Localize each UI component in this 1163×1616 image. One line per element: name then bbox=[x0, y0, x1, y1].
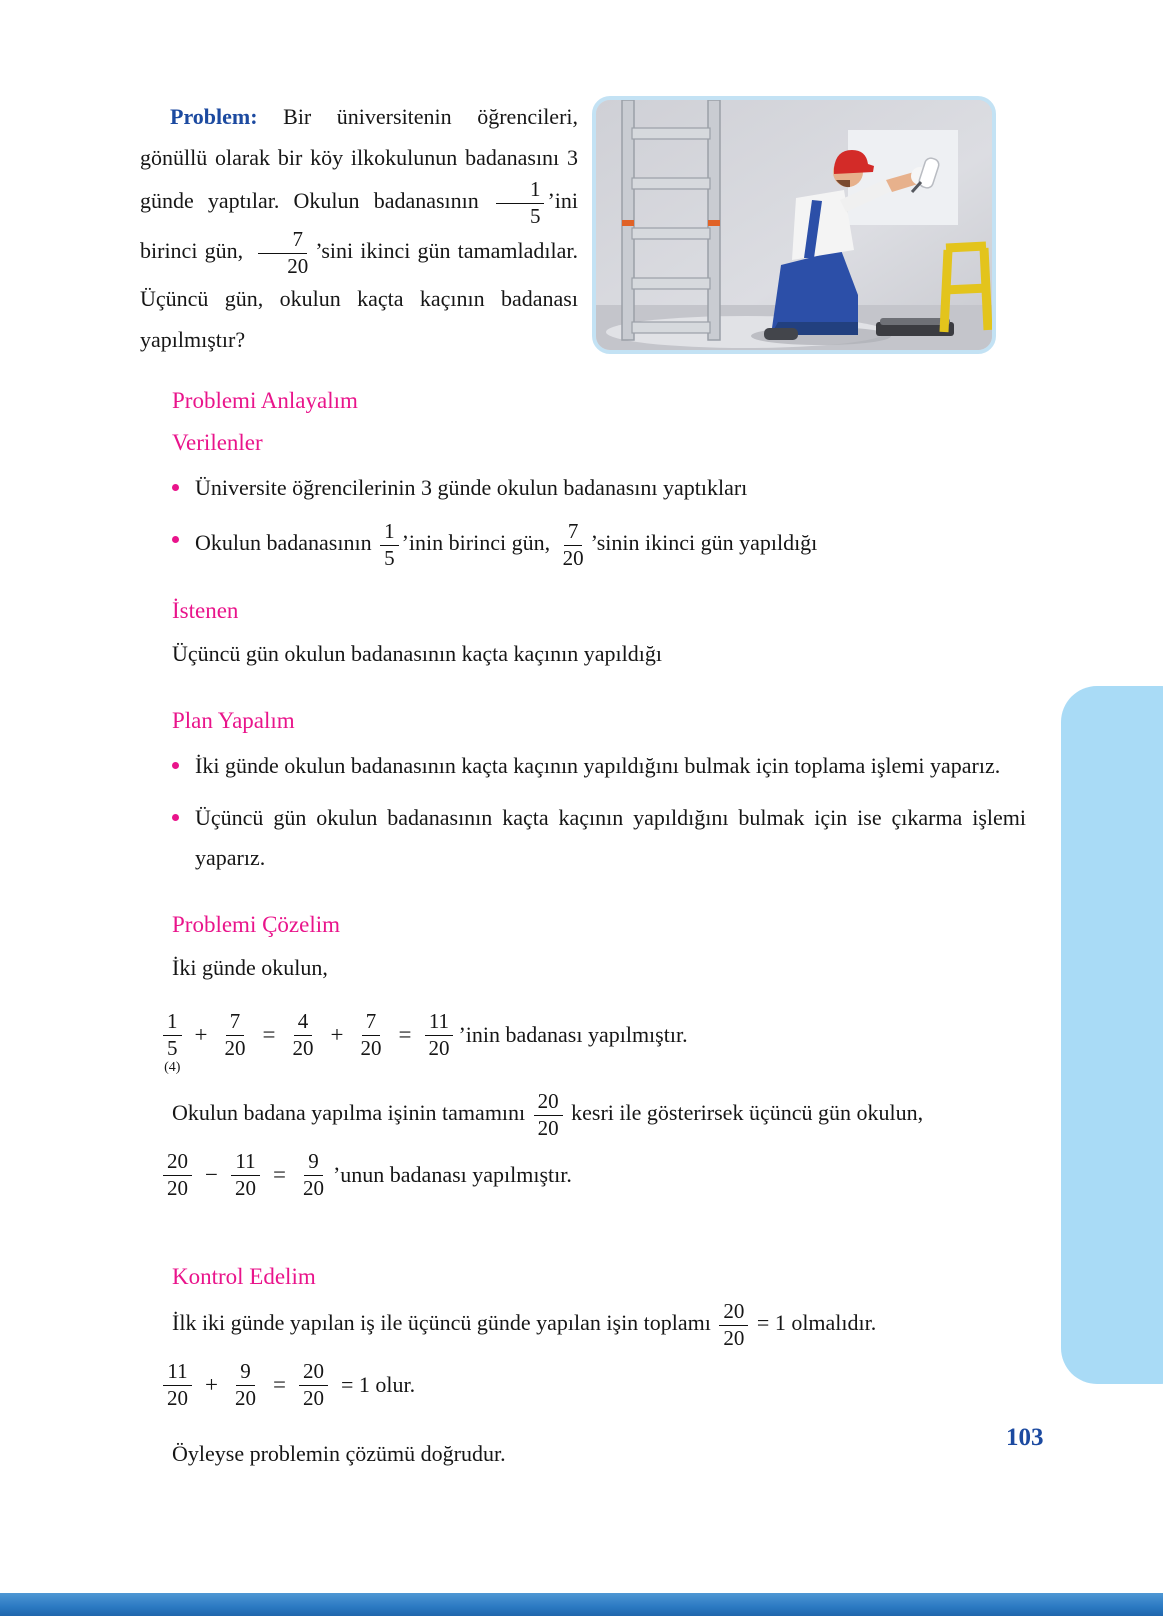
equation-addition bbox=[160, 1009, 1026, 1076]
plan-bullet-1-text: İki günde okulun badanasının kaçta kaçının yapıldığını bulmak için toplama işlemi yaparız. bbox=[195, 753, 1001, 779]
section-title-check: Kontrol Edelim bbox=[172, 1264, 316, 1290]
fraction-7-20: $\frac{7}{20}$ bbox=[224, 1009, 246, 1060]
problem-label: Problem: bbox=[170, 104, 258, 129]
shoe bbox=[764, 328, 798, 340]
equals-sign: = bbox=[398, 1022, 412, 1048]
fraction-9-20: $\frac{9}{20}$ bbox=[234, 1359, 256, 1410]
solve-paragraph: Okulun badana yapılma işinin tamamını $\frac{20}{20}$ kesri ile gösterirsek üçüncü gün okulun, bbox=[172, 1089, 924, 1140]
plus-sign: + bbox=[194, 1022, 208, 1048]
painter-photo-illustration bbox=[596, 100, 992, 350]
fraction-20-20: $\frac{20}{20}$ bbox=[719, 1300, 748, 1350]
plan-bullet-2 bbox=[172, 798, 1026, 878]
painter-photo bbox=[592, 96, 996, 354]
bottom-bar bbox=[0, 1593, 1163, 1616]
equals-sign: = bbox=[272, 1162, 286, 1188]
equals-sign: = bbox=[262, 1022, 276, 1048]
equation-tail-text: ’inin badanası yapılmıştır. bbox=[458, 1022, 688, 1048]
plus-sign: + bbox=[330, 1022, 344, 1048]
page-number: 103 bbox=[1006, 1424, 1044, 1451]
plus-sign: + bbox=[205, 1372, 218, 1398]
fraction-11-20: $\frac{11}{20}$ bbox=[231, 1150, 260, 1200]
fraction-11-20: $\frac{11}{20}$ bbox=[163, 1360, 192, 1410]
fraction-7-20: $\frac{7}{20}$ bbox=[360, 1009, 382, 1060]
equals-sign: = bbox=[272, 1372, 286, 1398]
fraction-20-20: $\frac{20}{20}$ bbox=[299, 1360, 328, 1410]
fraction-1-5: $\frac{1}{5}$ bbox=[380, 520, 399, 570]
fraction-20-20: $\frac{20}{20}$ bbox=[534, 1090, 563, 1140]
problem-text-1: Bir üniversitenin öğrencileri, gönüllü olarak bir köy ilkokulunun badanasını 3 günde yaptılar. Okulun badanasının bbox=[140, 104, 579, 214]
plan-bullet-2-text: Üçüncü gün okulun badanasının kaçta kaçının yapıldığını bulmak için ise çıkarma işlemi yaparız. bbox=[195, 805, 1026, 871]
problem-text-3: ’sini ikinci gün tamamladılar. Üçüncü gün, okulun kaçta kaçının badanası yapılmıştır? bbox=[140, 238, 578, 353]
right-edge-tab bbox=[1061, 686, 1163, 1384]
problem-block bbox=[140, 96, 1026, 360]
section-title-solve: Problemi Çözelim bbox=[172, 912, 341, 938]
page-content bbox=[140, 96, 1026, 1474]
fraction-4-20: $\frac{4}{20}$ bbox=[292, 1009, 314, 1060]
fraction-7-20: $\frac{7}{20}$ bbox=[253, 228, 312, 278]
fraction-1-5-expanded: 1 5 (4) bbox=[164, 1009, 181, 1076]
solve-intro: İki günde okulun, bbox=[172, 955, 328, 981]
given-bullet-1 bbox=[172, 468, 1026, 508]
bullet-dot bbox=[172, 814, 179, 821]
bullet-dot bbox=[172, 762, 179, 769]
fraction-9-20: $\frac{9}{20}$ bbox=[302, 1149, 324, 1200]
section-title-wanted: İstenen bbox=[172, 598, 239, 624]
equation-tail-text: = 1 olur. bbox=[340, 1372, 416, 1398]
conclusion-text: Öyleyse problemin çözümü doğrudur. bbox=[172, 1441, 506, 1467]
equation-subtraction bbox=[160, 1150, 1026, 1200]
fraction-11-20: $\frac{11}{20}$ bbox=[424, 1010, 453, 1060]
given-bullet-2 bbox=[172, 520, 1026, 570]
given-bullet-2-text: Okulun badanasının $\frac{1}{5}$ ’inin birinci gün, $\frac{7}{20}$ ’sinin ikinci gün yapıldığı bbox=[195, 519, 818, 570]
problem-text-2: ’ini birinci gün, bbox=[140, 188, 578, 264]
fraction-7-20: $\frac{7}{20}$ bbox=[562, 519, 584, 570]
problem-statement bbox=[140, 96, 578, 360]
equation-check bbox=[160, 1360, 1026, 1410]
given-bullet-1-text: Üniversite öğrencilerinin 3 günde okulun badanasını yaptıkları bbox=[195, 475, 748, 501]
bullet-dot bbox=[172, 484, 179, 491]
wanted-text: Üçüncü gün okulun badanasının kaçta kaçının yapıldığı bbox=[172, 641, 662, 667]
equation-tail-text: ’unun badanası yapılmıştır. bbox=[332, 1162, 572, 1188]
fraction-1-5: $\frac{1}{5}$ bbox=[496, 178, 545, 228]
plan-bullet-1 bbox=[172, 746, 1026, 786]
section-title-given: Verilenler bbox=[172, 430, 263, 456]
check-statement: İlk iki günde yapılan iş ile üçüncü günde yapılan işin toplamı $\frac{20}{20}$ = 1 olmalıdır. bbox=[172, 1299, 877, 1350]
minus-sign: − bbox=[205, 1162, 218, 1188]
fraction-20-20: $\frac{20}{20}$ bbox=[163, 1150, 192, 1200]
bullet-dot bbox=[172, 536, 179, 543]
section-title-understand: Problemi Anlayalım bbox=[172, 388, 358, 414]
section-title-plan: Plan Yapalım bbox=[172, 708, 295, 734]
